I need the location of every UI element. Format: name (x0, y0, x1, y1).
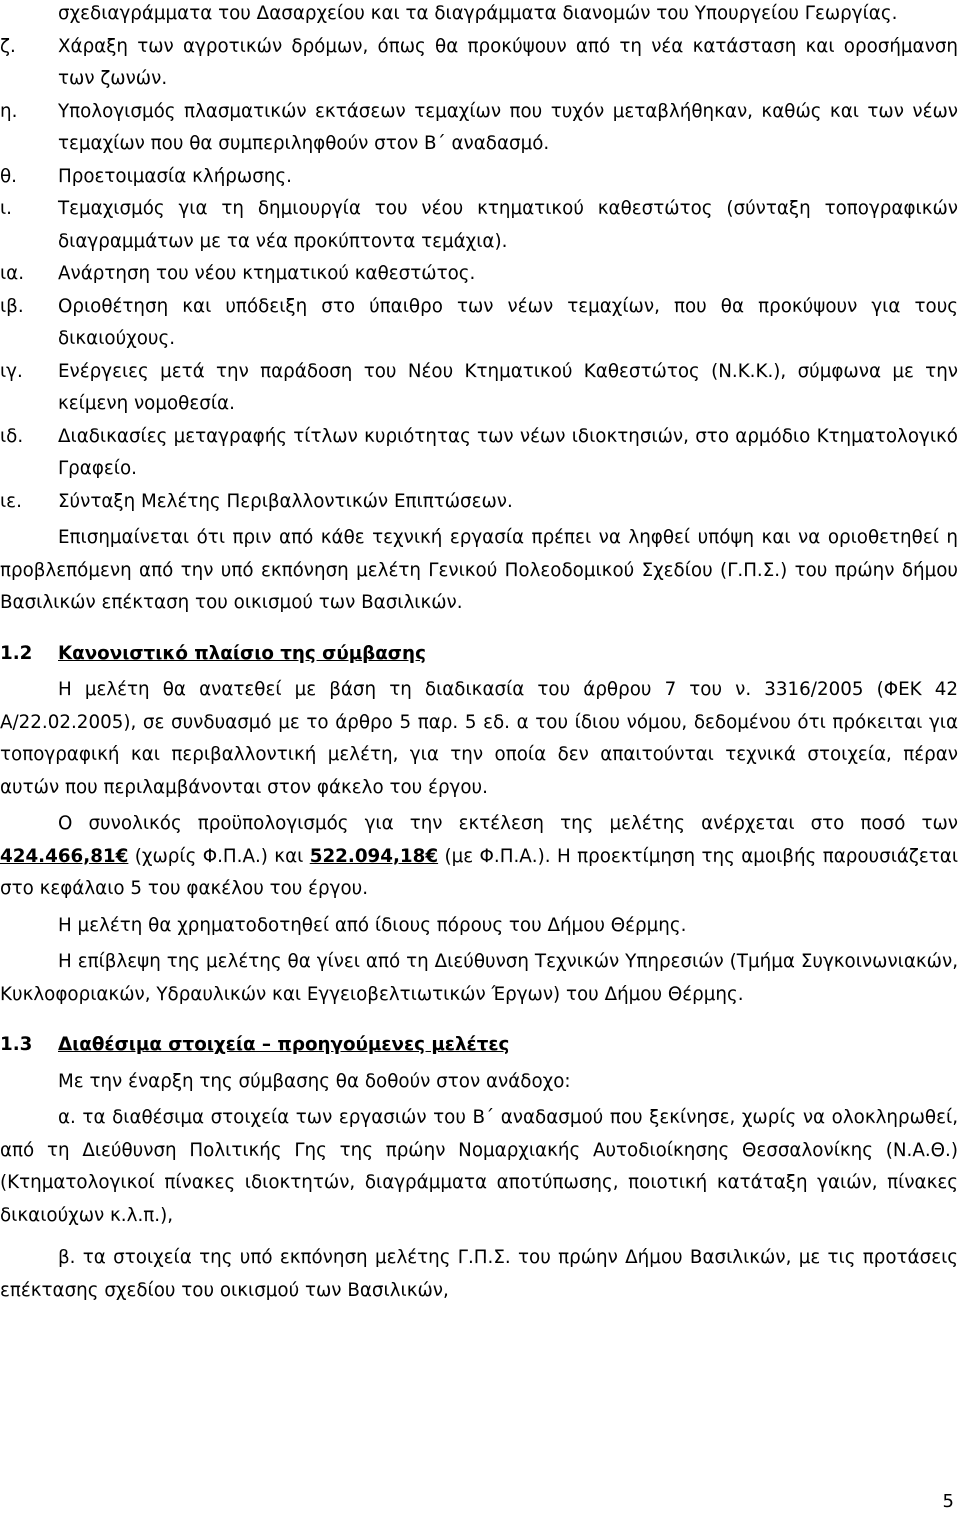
list-marker: ιβ. (0, 295, 24, 317)
paragraph: Με την έναρξη της σύμβασης θα δοθούν στον ανάδοχο: (58, 1070, 571, 1092)
list-item-text: Διαδικασίες μεταγραφής τίτλων κυριότητας των νέων ιδιοκτησιών, στο αρμόδιο Κτηματολογικό Γραφείο. (58, 425, 958, 479)
list-item-text: Χάραξη των αγροτικών δρόμων, όπως θα προκύψουν από τη νέα κατάσταση και οροσήμανση των ζωνών. (58, 35, 958, 89)
list-item (0, 291, 958, 356)
list-item (0, 486, 958, 519)
paragraph: Η επίβλεψη της μελέτης θα γίνει από τη Διεύθυνση Τεχνικών Υπηρεσιών (Τμήμα Συγκοινωνιακών, Κυκλοφοριακών, Υδραυλικών και Εγγειοβελτιωτικών Έργων) του Δήμου Θέρμης. (0, 951, 958, 1005)
list-item-text: Οριοθέτηση και υπόδειξη στο ύπαιθρο των νέων τεμαχίων, που θα προκύψουν για τους δικαιούχους. (58, 295, 958, 349)
list-marker (0, 0, 58, 31)
list-marker: ιε. (0, 490, 22, 512)
list-marker: ζ. (0, 35, 16, 57)
list-item (0, 31, 958, 96)
list-item (0, 161, 958, 194)
list-item-text: Υπολογισμός πλασματικών εκτάσεων τεμαχίων που τυχόν μεταβλήθηκαν, καθώς και των νέων τεμαχίων που θα συμπεριληφθούν στον Β΄ αναδασμό. (58, 100, 958, 154)
paragraph: α. τα διαθέσιμα στοιχεία των εργασιών του Β΄ αναδασμού που ξεκίνησε, χωρίς να ολοκληρωθεί, από τη Διεύθυνση Πολιτικής Γης της πρώην Νομαρχιακής Αυτοδιοίκησης Θεσσαλονίκης (Ν.Α.Θ.) (Κτηματολογικοί πίνακες ιδιοκτητών, διαγράμματα αποτύπωσης, ποιοτική κατάταξη γαιών, πίνακες δικαιούχων κ.λ.π.), (0, 1107, 958, 1226)
paragraph: Η μελέτη θα ανατεθεί με βάση τη διαδικασία του άρθρου 7 του ν. 3316/2005 (ΦΕΚ 42 Α/22.02.2005), σε συνδυασμό με το άρθρο 5 παρ. 5 εδ. α του ίδιου νόμου, δεδομένου ότι πρόκειται για τοπογραφική και περιβαλλοντική μελέτη, για την οποία δεν απαιτούνται τεχνικά στοιχεία, πέραν αυτών που περιλαμβάνονται στον φάκελο του έργου. (0, 679, 958, 798)
section-title: Διαθέσιμα στοιχεία – προηγούμενες μελέτες (58, 1034, 510, 1055)
list-item-text: Ανάρτηση του νέου κτηματικού καθεστώτος. (58, 263, 476, 284)
list-item-text: Προετοιμασία κλήρωσης. (58, 165, 292, 187)
list-item (0, 421, 958, 486)
list-item-text: Ενέργειες μετά την παράδοση του Νέου Κτηματικού Καθεστώτος (Ν.Κ.Κ.), σύμφωνα με την κείμενη νομοθεσία. (58, 360, 958, 414)
list-marker: ιγ. (0, 360, 23, 382)
list-item (0, 356, 958, 421)
list-item (0, 0, 958, 31)
section-number: 1.2 (0, 642, 33, 664)
paragraph-note: Επισημαίνεται ότι πριν από κάθε τεχνική εργασία πρέπει να ληφθεί υπόψη και να οριοθετηθεί η προβλεπόμενη από την υπό εκπόνηση μελέτη Γενικού Πολεοδομικού Σχεδίου (Γ.Π.Σ.) του πρώην δήμου Βασιλικών επέκταση του οικισμού των Βασιλικών. (0, 527, 958, 613)
list-item-text: Σύνταξη Μελέτης Περιβαλλοντικών Επιπτώσεων. (58, 490, 513, 512)
list-item-text: Τεμαχισμός για τη δημιουργία του νέου κτηματικού καθεστώτος (σύνταξη τοπογραφικών διαγραμμάτων με τα νέα προκύπτοντα τεμάχια). (58, 198, 958, 252)
paragraph: Η μελέτη θα χρηματοδοτηθεί από ίδιους πόρους του Δήμου Θέρμης. (58, 914, 687, 936)
list-item (0, 96, 958, 161)
page-number: 5 (942, 1491, 954, 1512)
list-item (0, 193, 958, 258)
list-marker: θ. (0, 165, 17, 187)
list-marker: ιδ. (0, 425, 24, 447)
budget-text: (με Φ.Π.Α.). Η προεκτίμηση της αμοιβής παρουσιάζεται στο κεφάλαιο 5 του φακέλου του έργου. (0, 845, 959, 899)
list-item-text: σχεδιαγράμματα του Δασαρχείου και τα διαγράμματα διανομών του Υπουργείου Γεωργίας. (58, 3, 898, 24)
section-number: 1.3 (0, 1034, 33, 1055)
section-title: Κανονιστικό πλαίσιο της σύμβασης (58, 642, 426, 664)
amount-net: 424.466,81€ (0, 845, 129, 867)
amount-gross: 522.094,18€ (309, 845, 439, 867)
list-item (0, 258, 958, 291)
paragraph-budget (0, 808, 958, 906)
list-marker: ι. (0, 198, 12, 219)
section-heading (0, 638, 958, 671)
list-marker: η. (0, 100, 18, 122)
paragraph: β. τα στοιχεία της υπό εκπόνηση μελέτης Γ.Π.Σ. του πρώην Δήμου Βασιλικών, με τις προτάσεις επέκτασης σχεδίου του οικισμού των Βασιλικών, (0, 1247, 958, 1301)
section-heading (0, 1029, 958, 1062)
budget-text: (χωρίς Φ.Π.Α.) και (128, 845, 310, 867)
list-marker: ια. (0, 263, 25, 284)
budget-text: Ο συνολικός προϋπολογισμός για την εκτέλεση της μελέτης ανέρχεται στο ποσό των (58, 813, 958, 834)
